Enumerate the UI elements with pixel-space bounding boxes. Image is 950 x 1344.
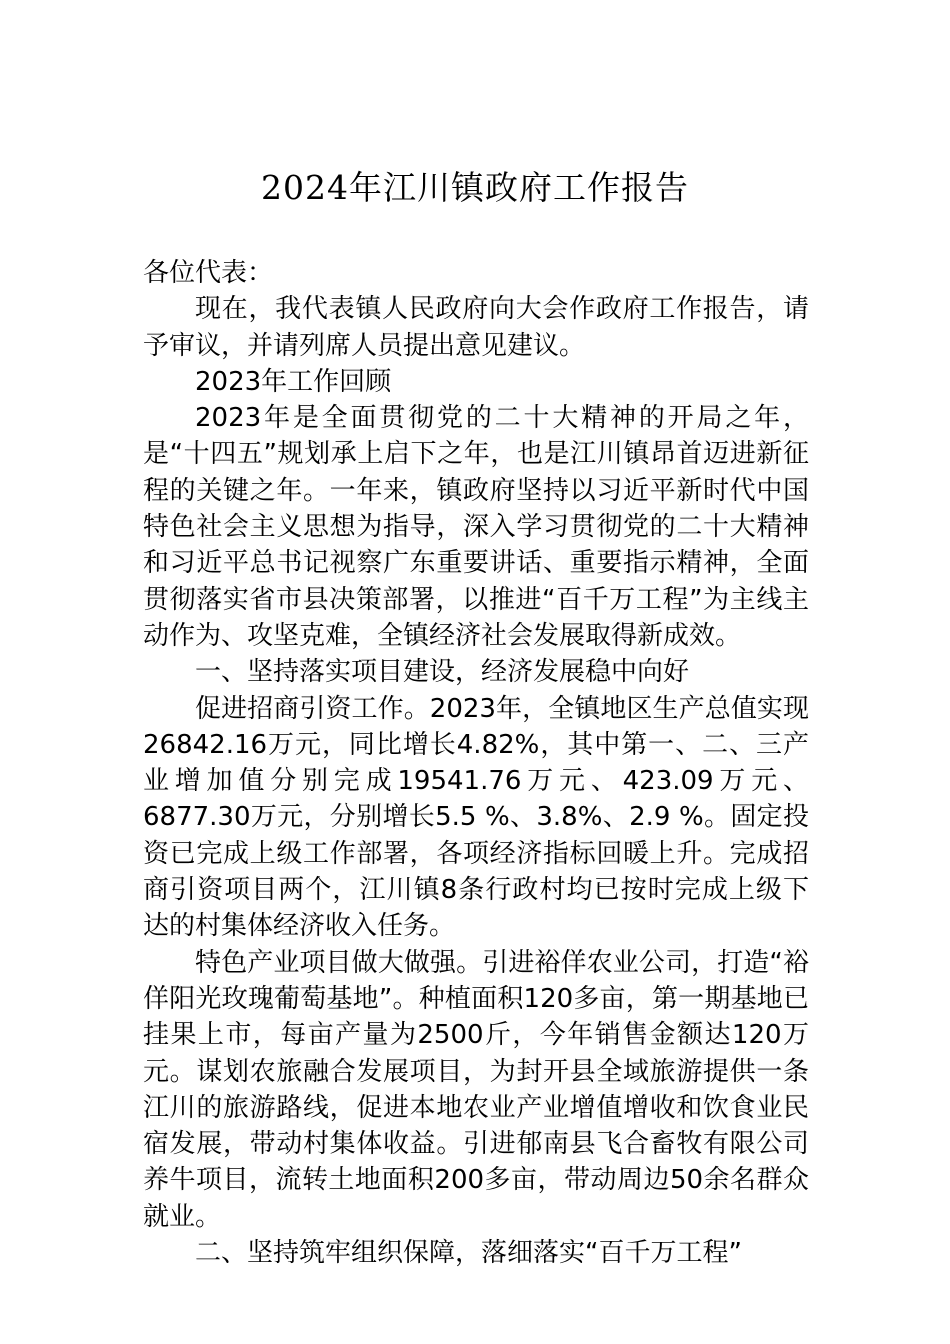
salutation: 各位代表：	[143, 258, 274, 288]
paragraph-industry: 特色产业项目做大做强。引进裕佯农业公司，打造“裕佯阳光玫瑰葡萄基地”。种植面积120多亩，第一期基地已挂果上市，每亩产量为2500斤，今年销售金额达120万元。谋划农旅融合发展项目，为封开县全域旅游提供一条江川的旅游路线，促进本地农业产业增值增收和饮食业民宿发展，带动村集体收益。引进郁南县飞合畜牧有限公司养牛项目，流转土地面积200多亩，带动周边50余名群众就业。	[143, 947, 809, 1232]
section-heading-2: 二、坚持筑牢组织保障，落细落实“百千万工程”	[195, 1238, 742, 1269]
paragraph-intro: 现在，我代表镇人民政府向大会作政府工作报告，请予审议，并请列席人员提出意见建议。	[143, 294, 809, 361]
section-heading-review: 2023年工作回顾	[195, 366, 392, 397]
document-title: 2024年江川镇政府工作报告	[261, 168, 689, 207]
paragraph-review: 2023年是全面贯彻党的二十大精神的开局之年，是“十四五”规划承上启下之年，也是江川镇昂首迈进新征程的关键之年。一年来，镇政府坚持以习近平新时代中国特色社会主义思想为指导，深入学习贯彻党的二十大精神和习近平总书记视察广东重要讲话、重要指示精神，全面贯彻落实省市县决策部署，以推进“百千万工程”为主线主动作为、攻坚克难，全镇经济社会发展取得新成效。	[143, 403, 809, 651]
document-body	[143, 255, 809, 1271]
paragraph-investment: 促进招商引资工作。2023年，全镇地区生产总值实现26842.16万元，同比增长4.82%，其中第一、二、三产业增加值分别完成19541.76万元、423.09万元、6877.30万元，分别增长5.5 %、3.8%、2.9 %。固定投资已完成上级工作部署，各项经济指标回暖上升。完成招商引资项目两个，江川镇8条行政村均已按时完成上级下达的村集体经济收入任务。	[143, 693, 809, 942]
section-heading-1: 一、坚持落实项目建设，经济发展稳中向好	[195, 657, 690, 688]
